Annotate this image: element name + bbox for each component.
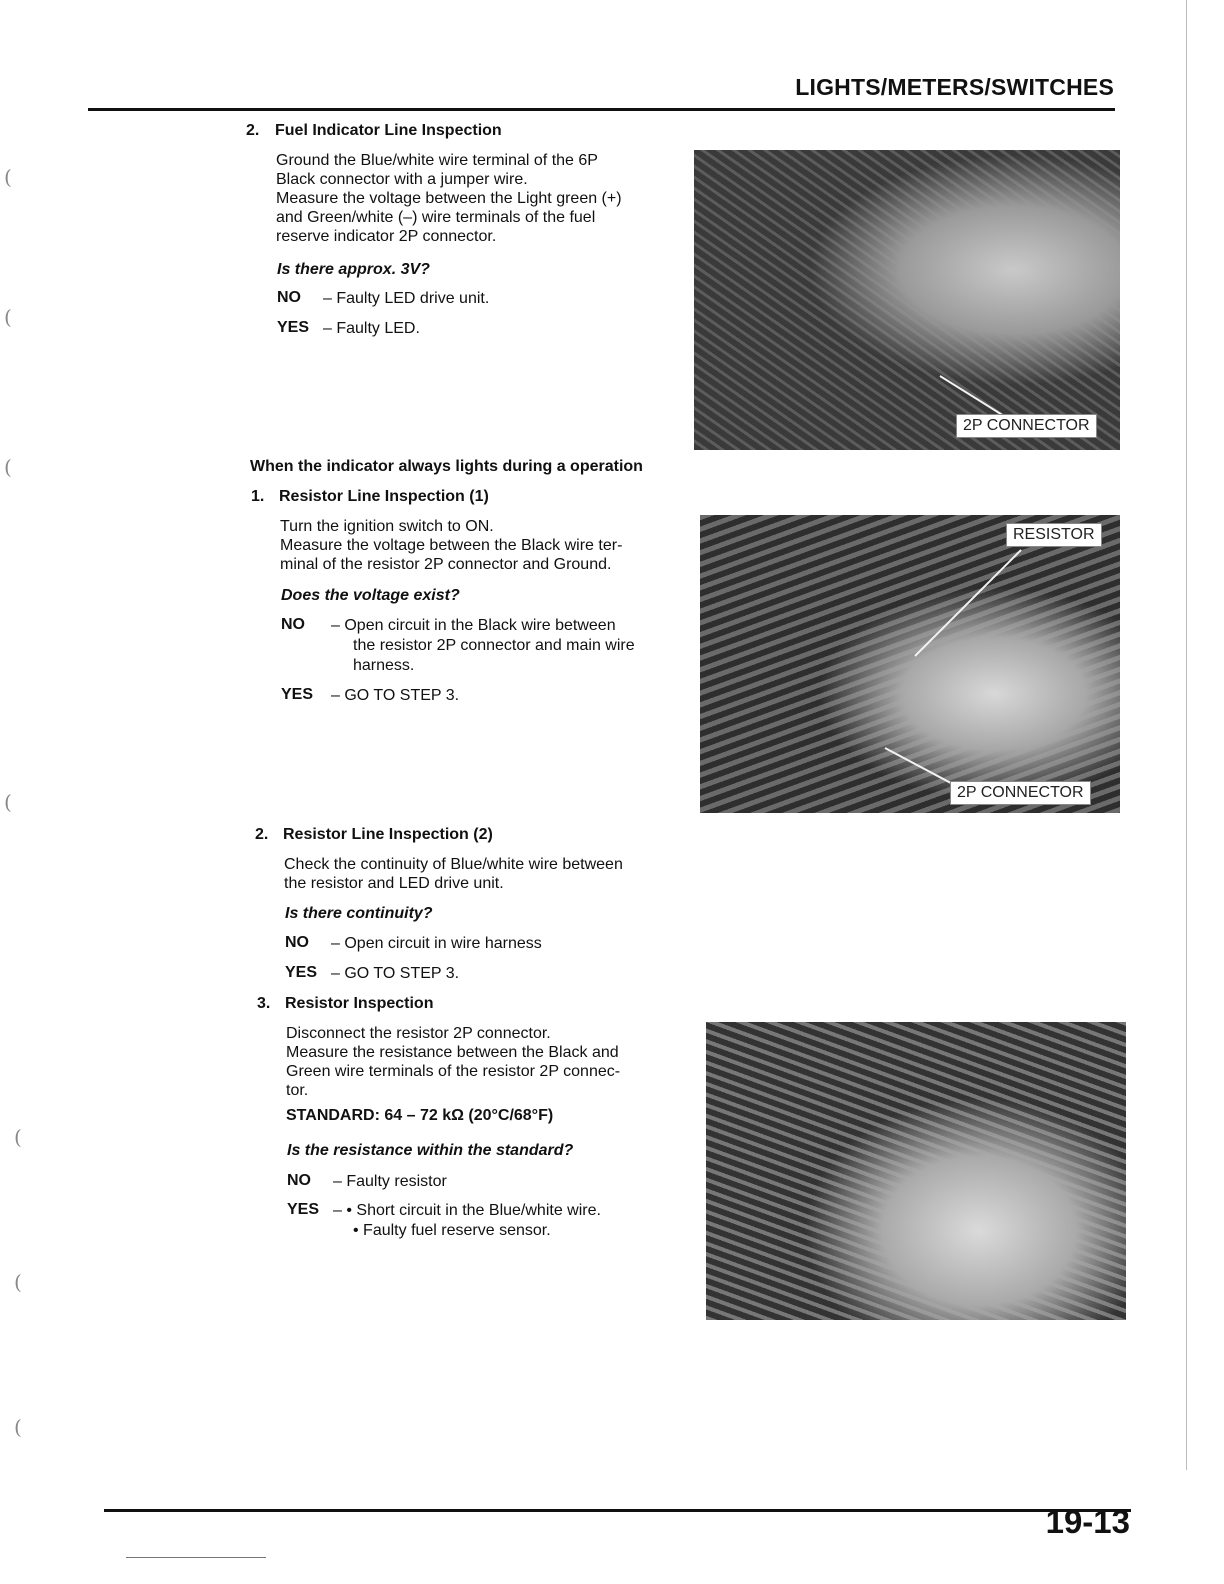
- answer-key: YES: [287, 1201, 320, 1218]
- page-number: 19-13: [1045, 1503, 1130, 1540]
- answer-text: – GO TO STEP 3.: [331, 965, 460, 982]
- photo-fuel-indicator-connector: [694, 150, 1120, 450]
- scan-artifact-line: [126, 1557, 266, 1558]
- answer-text: – Open circuit in wire harness: [331, 935, 542, 952]
- answer-yes: [281, 686, 459, 706]
- answer-key: NO: [281, 616, 305, 633]
- answer-no: [281, 616, 635, 676]
- answer-key: NO: [277, 289, 301, 306]
- inspection-question: Is there continuity?: [285, 905, 433, 922]
- answer-text: – Open circuit in the Black wire between the resistor 2P connector and main wire harness.: [331, 617, 635, 674]
- section-paragraph: Disconnect the resistor 2P connector. Measure the resistance between the Black and Green wire terminals of the resistor 2P connec- tor.: [286, 1025, 621, 1099]
- header-divider: [88, 108, 1115, 111]
- margin-mark: (: [4, 165, 12, 189]
- section-number: 2.: [255, 826, 269, 843]
- margin-mark: (: [14, 1415, 22, 1439]
- margin-mark: (: [4, 305, 12, 329]
- binding-margin-rule: [1186, 0, 1187, 1470]
- answer-no: [287, 1172, 447, 1192]
- margin-mark: (: [4, 790, 12, 814]
- leader-line: [885, 747, 957, 786]
- answer-yes: [285, 964, 459, 984]
- section-paragraph: Ground the Blue/white wire terminal of the 6P Black connector with a jumper wire. Measure the voltage between the Light green (+) and Green/white (–) wire terminals of the fuel reserve indicator 2P connector.: [276, 152, 622, 245]
- section-paragraph: Check the continuity of Blue/white wire between the resistor and LED drive unit.: [284, 856, 623, 892]
- section-title: Resistor Inspection: [285, 995, 434, 1012]
- answer-key: NO: [287, 1172, 311, 1189]
- answer-yes: [277, 319, 420, 339]
- answer-text: – GO TO STEP 3.: [331, 687, 460, 704]
- section-title: Resistor Line Inspection (2): [283, 826, 493, 843]
- answer-text: – Faulty LED drive unit.: [323, 290, 490, 307]
- answer-text: – • Short circuit in the Blue/white wire. • Faulty fuel reserve sensor.: [333, 1202, 601, 1239]
- leader-line: [939, 375, 1006, 418]
- answer-no: [277, 289, 489, 309]
- leader-line: [914, 549, 1021, 656]
- answer-text: – Faulty LED.: [323, 320, 420, 337]
- photo-label: 2P CONNECTOR: [950, 781, 1091, 805]
- margin-mark: (: [4, 455, 12, 479]
- answer-text: – Faulty resistor: [333, 1173, 447, 1190]
- photo-label: RESISTOR: [1006, 523, 1102, 547]
- section-number: 2.: [246, 122, 260, 139]
- section-number: 3.: [257, 995, 271, 1012]
- photo-resistor-inspection: [706, 1022, 1126, 1320]
- section-heading: When the indicator always lights during a operation: [250, 458, 643, 475]
- answer-key: NO: [285, 934, 309, 951]
- margin-mark: (: [14, 1125, 22, 1149]
- photo-label: 2P CONNECTOR: [956, 414, 1097, 438]
- inspection-question: Is there approx. 3V?: [277, 261, 430, 278]
- resistance-standard: STANDARD: 64 – 72 kΩ (20°C/68°F): [286, 1107, 554, 1124]
- section-number: 1.: [251, 488, 265, 505]
- footer-divider: [104, 1509, 1131, 1512]
- answer-yes: [287, 1201, 601, 1241]
- page-header-title: LIGHTS/METERS/SWITCHES: [795, 74, 1114, 100]
- section-title: Resistor Line Inspection (1): [279, 488, 489, 505]
- answer-no: [285, 934, 542, 954]
- section-paragraph: Turn the ignition switch to ON. Measure the voltage between the Black wire ter- minal of the resistor 2P connector and Ground.: [280, 518, 623, 573]
- answer-key: YES: [277, 319, 310, 336]
- photo-resistor-connector: [700, 515, 1120, 813]
- section-title: Fuel Indicator Line Inspection: [275, 122, 502, 139]
- answer-key: YES: [281, 686, 314, 703]
- inspection-question: Does the voltage exist?: [281, 587, 460, 604]
- inspection-question: Is the resistance within the standard?: [287, 1142, 574, 1159]
- answer-key: YES: [285, 964, 318, 981]
- margin-mark: (: [14, 1270, 22, 1294]
